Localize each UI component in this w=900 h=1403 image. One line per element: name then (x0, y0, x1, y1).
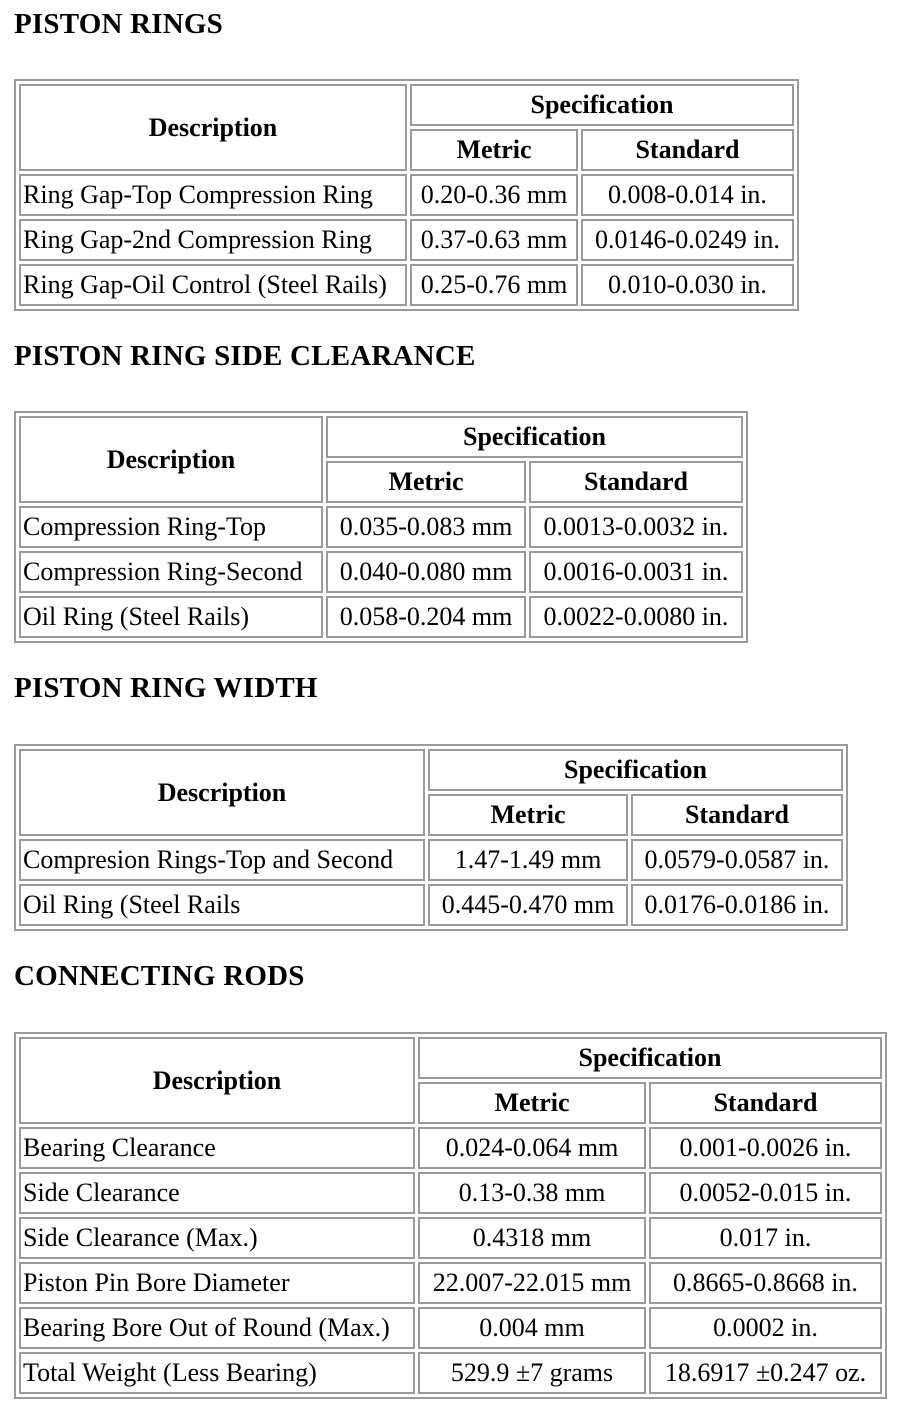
row-metric: 1.47-1.49 mm (428, 839, 628, 881)
header-specification: Specification (418, 1037, 882, 1079)
row-standard: 0.017 in. (649, 1217, 882, 1259)
table-row (19, 1262, 882, 1304)
section-title-connecting-rods: CONNECTING RODS (14, 960, 305, 992)
header-standard: Standard (581, 129, 794, 171)
row-metric: 22.007-22.015 mm (418, 1262, 646, 1304)
row-standard: 0.001-0.0026 in. (649, 1127, 882, 1169)
row-standard: 0.0013-0.0032 in. (529, 506, 743, 548)
row-metric: 529.9 ±7 grams (418, 1352, 646, 1394)
header-standard: Standard (631, 794, 843, 836)
table-row (19, 551, 743, 593)
row-description: Compression Ring-Second (19, 551, 323, 593)
table-row (19, 1127, 882, 1169)
row-description: Oil Ring (Steel Rails) (19, 596, 323, 638)
row-standard: 0.008-0.014 in. (581, 174, 794, 216)
header-specification: Specification (410, 84, 794, 126)
row-standard: 0.8665-0.8668 in. (649, 1262, 882, 1304)
header-description: Description (19, 1037, 415, 1124)
row-standard: 0.0146-0.0249 in. (581, 219, 794, 261)
row-metric: 0.13-0.38 mm (418, 1172, 646, 1214)
row-description: Side Clearance (Max.) (19, 1217, 415, 1259)
row-description: Ring Gap-2nd Compression Ring (19, 219, 407, 261)
row-standard: 0.0002 in. (649, 1307, 882, 1349)
table-row (19, 174, 794, 216)
header-description: Description (19, 416, 323, 503)
row-description: Compression Ring-Top (19, 506, 323, 548)
row-metric: 0.20-0.36 mm (410, 174, 578, 216)
header-metric: Metric (410, 129, 578, 171)
header-specification: Specification (326, 416, 743, 458)
row-description: Side Clearance (19, 1172, 415, 1214)
row-metric: 0.035-0.083 mm (326, 506, 526, 548)
table-row (19, 264, 794, 306)
table-row (19, 839, 843, 881)
table-row (19, 219, 794, 261)
row-description: Compresion Rings-Top and Second (19, 839, 425, 881)
row-description: Ring Gap-Oil Control (Steel Rails) (19, 264, 407, 306)
row-standard: 0.0579-0.0587 in. (631, 839, 843, 881)
row-description: Total Weight (Less Bearing) (19, 1352, 415, 1394)
header-metric: Metric (418, 1082, 646, 1124)
row-description: Bearing Bore Out of Round (Max.) (19, 1307, 415, 1349)
header-metric: Metric (428, 794, 628, 836)
section-title-piston-ring-width: PISTON RING WIDTH (14, 672, 318, 704)
row-metric: 0.4318 mm (418, 1217, 646, 1259)
row-metric: 0.37-0.63 mm (410, 219, 578, 261)
header-specification: Specification (428, 749, 843, 791)
table-row (19, 596, 743, 638)
header-standard: Standard (649, 1082, 882, 1124)
row-metric: 0.024-0.064 mm (418, 1127, 646, 1169)
header-metric: Metric (326, 461, 526, 503)
table-row (19, 1352, 882, 1394)
row-standard: 0.010-0.030 in. (581, 264, 794, 306)
table-row (19, 1172, 882, 1214)
row-standard: 0.0016-0.0031 in. (529, 551, 743, 593)
row-standard: 18.6917 ±0.247 oz. (649, 1352, 882, 1394)
spec-table-piston-ring-width (14, 744, 848, 931)
row-metric: 0.040-0.080 mm (326, 551, 526, 593)
header-description: Description (19, 84, 407, 171)
spec-table-piston-rings (14, 79, 799, 311)
table-row (19, 1307, 882, 1349)
row-standard: 0.0022-0.0080 in. (529, 596, 743, 638)
row-description: Piston Pin Bore Diameter (19, 1262, 415, 1304)
row-description: Ring Gap-Top Compression Ring (19, 174, 407, 216)
section-title-piston-ring-side-clearance: PISTON RING SIDE CLEARANCE (14, 340, 476, 372)
row-metric: 0.445-0.470 mm (428, 884, 628, 926)
table-row (19, 506, 743, 548)
row-description: Bearing Clearance (19, 1127, 415, 1169)
row-metric: 0.25-0.76 mm (410, 264, 578, 306)
row-description: Oil Ring (Steel Rails (19, 884, 425, 926)
header-standard: Standard (529, 461, 743, 503)
row-metric: 0.004 mm (418, 1307, 646, 1349)
spec-table-connecting-rods (14, 1032, 887, 1399)
row-standard: 0.0176-0.0186 in. (631, 884, 843, 926)
table-row (19, 1217, 882, 1259)
row-metric: 0.058-0.204 mm (326, 596, 526, 638)
section-title-piston-rings: PISTON RINGS (14, 8, 223, 40)
table-row (19, 884, 843, 926)
spec-table-piston-ring-side-clearance (14, 411, 748, 643)
row-standard: 0.0052-0.015 in. (649, 1172, 882, 1214)
header-description: Description (19, 749, 425, 836)
